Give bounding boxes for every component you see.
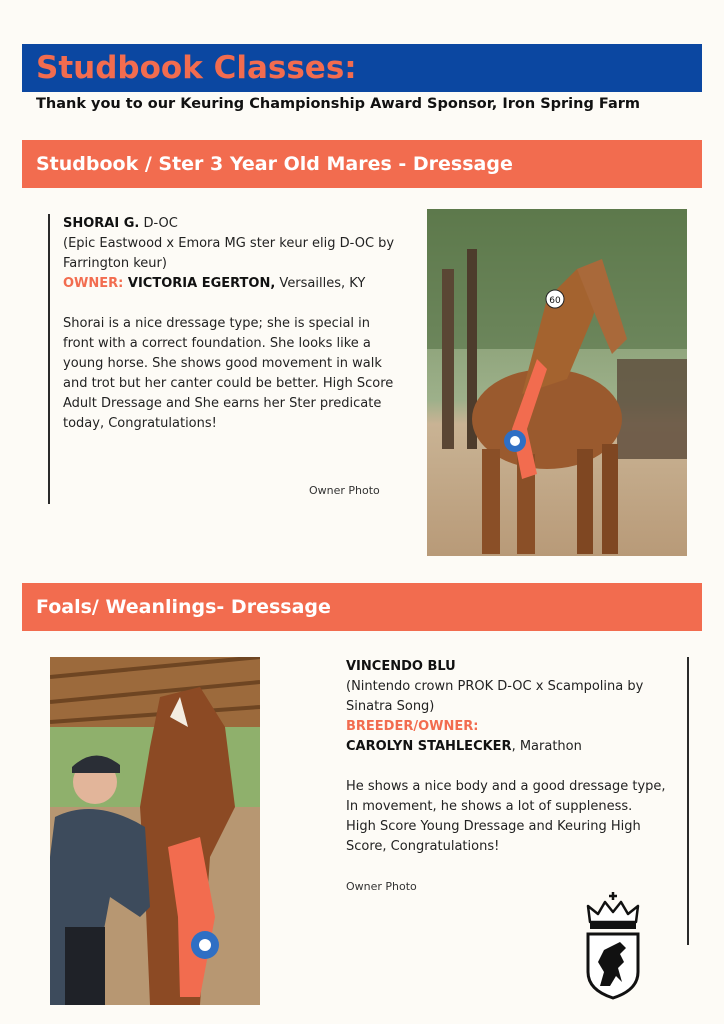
owner-name: CAROLYN STAHLECKER bbox=[346, 739, 512, 754]
horse-name: VINCENDO BLU bbox=[346, 659, 456, 674]
owner-label-colon: : bbox=[473, 719, 479, 734]
pedigree: (Nintendo crown PROK D-OC x Scampolina by Sinatra Song) bbox=[346, 679, 644, 714]
pedigree: (Epic Eastwood x Emora MG ster keur elig D-OC by Farrington keur) bbox=[63, 236, 395, 271]
owner-location: Versailles, KY bbox=[275, 276, 366, 291]
divider-rule bbox=[48, 214, 50, 504]
photo-credit: Owner Photo bbox=[346, 880, 417, 893]
owner-name: VICTORIA EGERTON, bbox=[123, 276, 276, 291]
entry-description: Shorai is a nice dressage type; she is special in front with a correct foundation. She looks like a young horse. She shows good movement in walk and trot but her canter could be better. High Score Adult Dressage and She earns her Ster predicate today, Congratulations! bbox=[63, 316, 394, 431]
section-heading-foals bbox=[22, 583, 702, 631]
section-heading-text: Foals/ Weanlings- Dressage bbox=[36, 596, 331, 618]
owner-label: OWNER: bbox=[63, 276, 124, 291]
sponsor-line: Thank you to our Keuring Championship Award Sponsor, Iron Spring Farm bbox=[36, 96, 641, 112]
section-heading-mares bbox=[22, 140, 702, 188]
owner-line bbox=[346, 737, 666, 757]
owner-label: BREEDER/OWNER bbox=[346, 719, 474, 734]
owner-line bbox=[63, 274, 403, 294]
divider-rule bbox=[687, 657, 689, 945]
foal-photo-illustration bbox=[50, 657, 260, 1005]
entry-shorai bbox=[63, 214, 403, 434]
horse-photo-shorai bbox=[427, 209, 687, 556]
page-title-banner bbox=[22, 44, 702, 92]
entry-name-line bbox=[63, 214, 403, 234]
horse-name: SHORAI G. bbox=[63, 216, 140, 231]
section-heading-text: Studbook / Ster 3 Year Old Mares - Dressage bbox=[36, 153, 513, 175]
page-title: Studbook Classes: bbox=[36, 50, 357, 86]
entry-description: He shows a nice body and a good dressage type, In movement, he shows a lot of suppleness. High Score Young Dressage and Keuring High Score, Congratulations! bbox=[346, 779, 666, 854]
entry-vincendo bbox=[346, 657, 666, 857]
horse-photo-vincendo bbox=[50, 657, 260, 1005]
owner-location: , Marathon bbox=[511, 739, 582, 754]
crowned-lion-shield-icon bbox=[582, 890, 644, 1002]
owner-label-line bbox=[346, 717, 666, 737]
mare-photo-illustration bbox=[427, 209, 687, 556]
photo-credit: Owner Photo bbox=[309, 484, 380, 497]
bridle-number: 60 bbox=[549, 296, 561, 306]
horse-suffix: D-OC bbox=[139, 216, 178, 231]
